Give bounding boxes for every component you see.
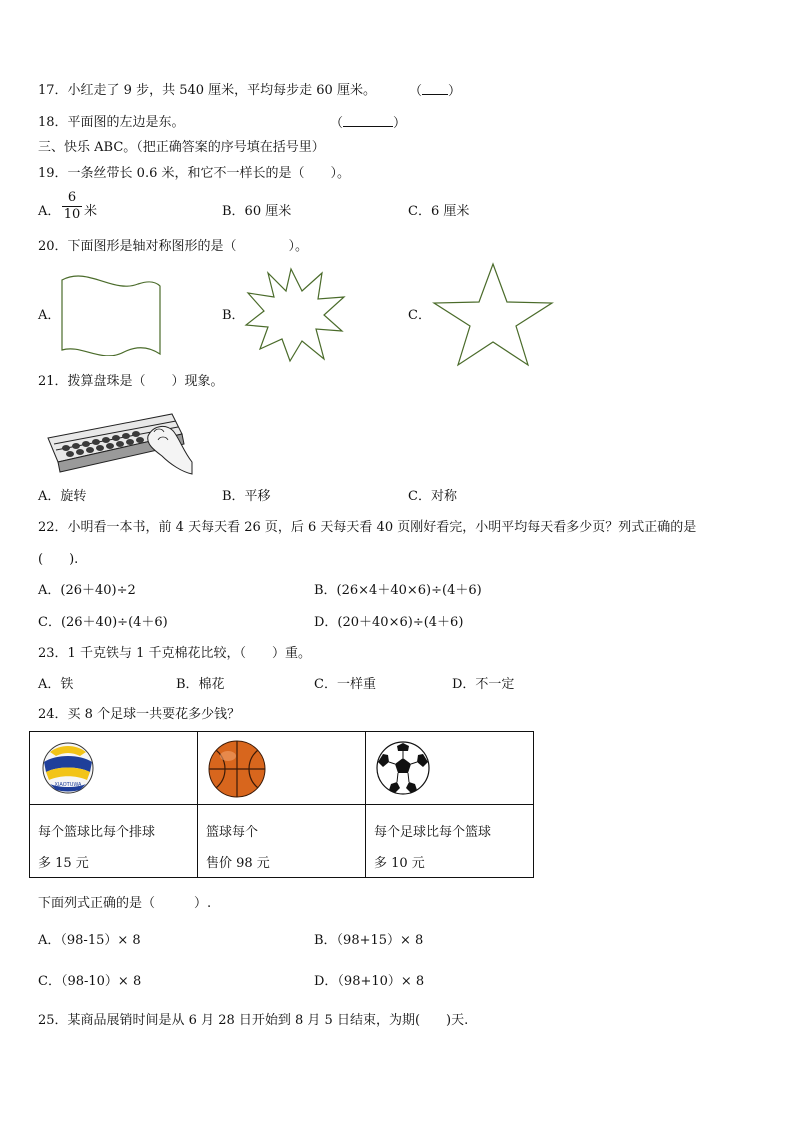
cell-text-line2: 多 15 元 [38,856,89,871]
question-17-text: 17．小红走了 9 步，共 540 厘米，平均每步走 60 厘米。 [38,83,376,98]
question-20: 20．下面图形是轴对称图形的是（ ）。 [38,239,309,254]
question-25: 25．某商品展销时间是从 6 月 28 日开始到 8 月 5 日结束，为期( )天. [38,1013,469,1028]
abacus-icon [44,410,194,476]
question-18 [38,115,185,131]
cell-text-line2: 多 10 元 [374,856,425,871]
table-cell [30,732,198,805]
question-23: 23．1 千克铁与 1 千克棉花比较，（ ）重。 [38,646,311,661]
table-cell [366,805,534,878]
volleyball-icon [40,740,96,796]
cell-text-line1: 篮球每个 [206,825,259,840]
option-23-a[interactable]: A．铁 [38,677,74,692]
option-20-a[interactable]: A． [38,308,61,323]
option-23-c[interactable]: C．一样重 [314,677,376,692]
table-cell [30,805,198,878]
option-23-b[interactable]: B．棉花 [176,677,225,692]
option-19-a-unit: 米 [84,204,98,219]
section-heading: 三、快乐 ABC。（把正确答案的序号填在括号里） [38,140,325,155]
option-20-c[interactable]: C． [408,308,431,323]
option-22-d[interactable]: D．(20＋40×6)÷(4＋6) [314,615,464,630]
star-shape [430,262,556,368]
volleyball-brand: XIAOTUWA [54,782,82,788]
option-24-d[interactable]: D．（98+10）× 8 [314,974,425,989]
cell-text-line1: 每个篮球比每个排球 [38,825,156,840]
option-19-a[interactable]: A． [38,204,61,219]
table-row [30,732,534,805]
option-19-b[interactable]: B．60 厘米 [222,204,292,219]
basketball-icon [206,738,268,800]
question-22: 22．小明看一本书，前 4 天每天看 26 页，后 6 天每天看 40 页刚好看完，小明平均每天看多少页？列式正确的是 [38,520,697,535]
option-24-b[interactable]: B．（98+15）× 8 [314,933,424,948]
table-cell [198,805,366,878]
option-20-b[interactable]: B． [222,308,245,323]
question-19: 19．一条丝带长 0.6 米，和它不一样长的是（ ）。 [38,166,350,181]
fraction-6-10: 6 10 [63,190,81,222]
question-17 [38,83,376,99]
option-24-c[interactable]: C．（98-10）× 8 [38,974,142,989]
option-21-a[interactable]: A．旋转 [38,489,87,504]
option-23-d[interactable]: D．不一定 [452,677,515,692]
option-22-c[interactable]: C．(26＋40)÷(4＋6) [38,615,168,630]
table-cell [366,732,534,805]
option-24-a[interactable]: A．（98-15）× 8 [38,933,141,948]
question-18-text: 18．平面图的左边是东。 [38,115,185,130]
table-cell [198,732,366,805]
starburst-shape [244,267,346,363]
answer-blank-18[interactable]: （ ） [330,116,407,131]
ball-price-table [29,731,534,878]
question-24: 24．买 8 个足球一共要花多少钱？ [38,707,241,722]
option-21-c[interactable]: C．对称 [408,489,457,504]
option-22-a[interactable]: A．(26＋40)÷2 [38,583,136,598]
soccer-ball-icon [375,740,431,796]
option-19-c[interactable]: C．6 厘米 [408,204,470,219]
question-24-prompt: 下面列式正确的是（ ）. [38,896,212,911]
question-22-continued: ( ). [38,552,79,567]
answer-blank-17[interactable]: （ ） [409,84,462,99]
option-21-b[interactable]: B．平移 [222,489,271,504]
option-22-b[interactable]: B．(26×4＋40×6)÷(4＋6) [314,583,482,598]
cell-text-line2: 售价 98 元 [206,856,270,871]
question-21: 21．拨算盘珠是（ ）现象。 [38,374,224,389]
cell-text-line1: 每个足球比每个篮球 [374,825,492,840]
wavy-flag-shape [58,272,164,356]
table-row [30,805,534,878]
